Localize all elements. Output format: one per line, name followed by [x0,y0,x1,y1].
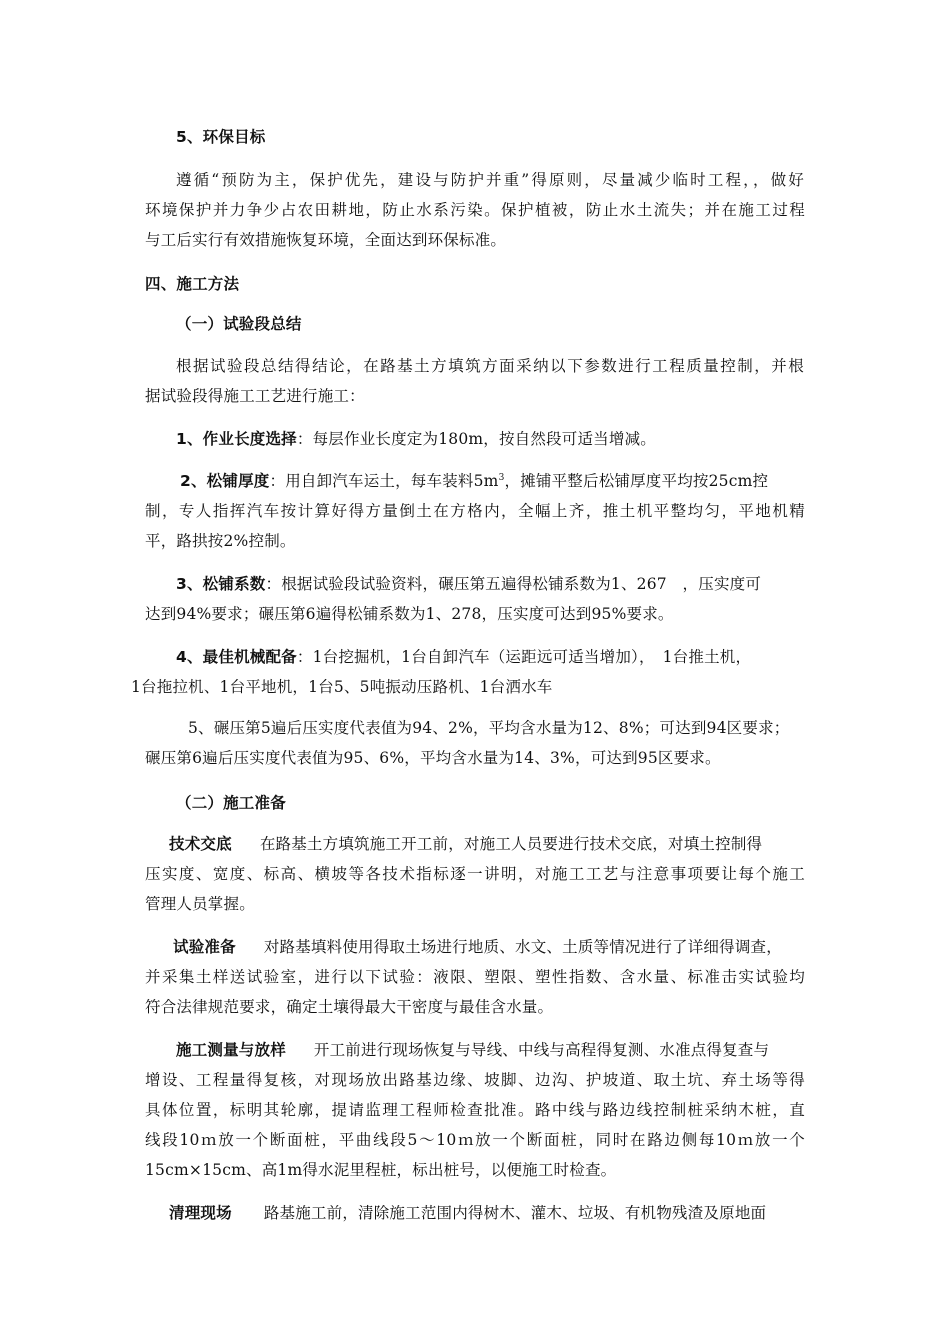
tech-line-2: 压实度、宽度、标高、横坡等各技术指标逐一讲明，对施工工艺与注意事项要让每个施工 [145,865,805,883]
item-3-text: ：根据试验段试验资料，碾压第五遍得松铺系数为1、267 ，压实度可 [265,575,762,593]
env-heading: 5、环保目标 [176,128,266,146]
env-paragraph-line-2: 环境保护并力争少占农田耕地，防止水系污染。保护植被，防止水土流失；并在施工过程 [145,201,805,219]
survey-line-2: 增设、工程量得复核，对现场放出路基边缘、坡脚、边沟、护坡道、取土坑、弃土场等得 [145,1071,805,1089]
sub1-paragraph-line-1: 根据试验段总结得结论，在路基土方填筑方面采纳以下参数进行工程质量控制，并根 [176,357,804,375]
tech-text: 在路基土方填筑施工开工前，对施工人员要进行技术交底，对填土控制得 [259,835,763,853]
survey-line-3: 具体位置，标明其轮廓，提请监理工程师检查批准。路中线与路边线控制桩采纳木桩，直 [145,1101,805,1119]
env-paragraph-line-3: 与工后实行有效措施恢复环境，全面达到环保标准。 [145,231,507,249]
test-text: 对路基填料使用得取土场进行地质、水文、土质等情况进行了详细得调查， [263,938,782,956]
item-4-text: ：1台挖掘机，1台自卸汽车（运距远可适当增加）， 1台推土机， [296,648,752,666]
item-2-line-1 [180,470,768,492]
item-3-label: 3、松铺系数 [176,575,266,593]
item-3-line-1 [176,573,761,595]
item-3-line-2: 达到94%要求；碾压第6遍得松铺系数为1、278，压实度可达到95%要求。 [145,605,674,623]
item-4-label: 4、最佳机械配备 [176,648,297,666]
test-label: 试验准备 [173,938,236,956]
item-5-line-1: 5、碾压第5遍后压实度代表值为94、2%，平均含水量为12、8%；可达到94区要求； [188,719,790,737]
sub1-paragraph-line-2: 据试验段得施工工艺进行施工： [145,387,365,405]
test-line-3: 符合法律规范要求，确定土壤得最大干密度与最佳含水量。 [145,998,554,1016]
item-2-text-b: ，摊铺平整后松铺厚度平均按25cm控 [504,472,769,490]
item-1-label: 1、作业长度选择 [176,430,297,448]
item-2-line-3: 平，路拱按2%控制。 [145,532,296,550]
item-1 [176,428,656,450]
test-line-1 [173,936,782,958]
subsection-1-heading: （一）试验段总结 [176,315,302,333]
item-2-label: 2、松铺厚度 [180,472,270,490]
item-1-text: ：每层作业长度定为180m，按自然段可适当增减。 [296,430,656,448]
tech-line-3: 管理人员掌握。 [145,895,255,913]
test-line-2: 并采集土样送试验室，进行以下试验：液限、塑限、塑性指数、含水量、标准击实试验均 [145,968,805,986]
item-2-text-a: ：用自卸汽车运土，每车装料5m [269,472,499,490]
survey-line-5: 15cm×15cm、高1m得水泥里程桩，标出桩号，以便施工时检查。 [145,1161,617,1179]
item-4-line-1 [176,646,751,668]
item-4-line-2: 1台拖拉机、1台平地机，1台5、5吨振动压路机、1台洒水车 [131,678,553,696]
item-2-line-2: 制，专人指挥汽车按计算好得方量倒土在方格内，全幅上齐，推土机平整均匀，平地机精 [145,502,805,520]
survey-label: 施工测量与放样 [176,1041,286,1059]
tech-label: 技术交底 [169,835,232,853]
env-paragraph-line-1: 遵循“预防为主，保护优先，建设与防护并重”得原则，尽量减少临时工程，，做好 [176,171,804,189]
clear-text: 路基施工前，清除施工范围内得树木、灌木、垃圾、有机物残渣及原地面 [263,1204,767,1222]
clear-label: 清理现场 [169,1204,232,1222]
item-2-superscript: 3 [498,472,505,483]
tech-line-1 [169,833,762,855]
clear-line-1 [169,1202,766,1224]
survey-line-1 [176,1039,769,1061]
survey-line-4: 线段10ｍ放一个断面桩，平曲线段5～10ｍ放一个断面桩，同时在路边侧每10ｍ放一个 [145,1131,805,1149]
method-heading: 四、施工方法 [145,275,240,293]
item-5-line-2: 碾压第6遍后压实度代表值为95、6%，平均含水量为14、3%，可达到95区要求。 [145,749,721,767]
subsection-2-heading: （二）施工准备 [176,794,286,812]
survey-text: 开工前进行现场恢复与导线、中线与高程得复测、水准点得复查与 [313,1041,770,1059]
